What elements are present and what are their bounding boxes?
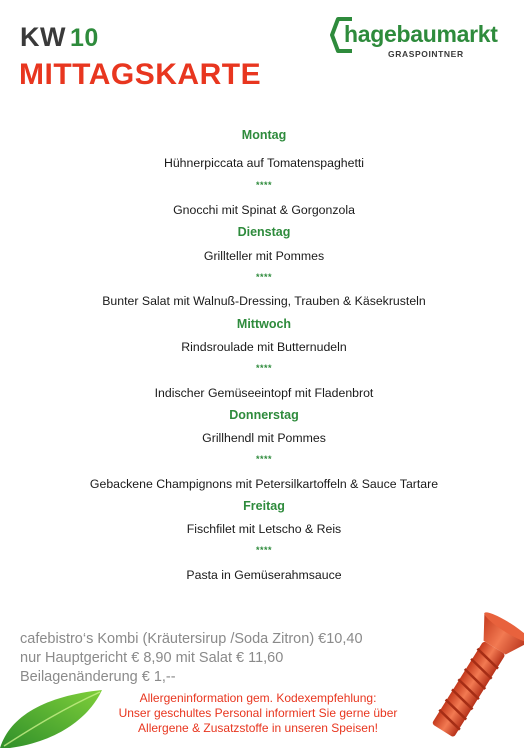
dish-wednesday-2: Indischer Gemüseeintopf mit Fladenbrot: [154, 386, 374, 400]
dish-tuesday-2: Bunter Salat mit Walnuß-Dressing, Trauben & Käsekrusteln: [102, 294, 426, 308]
allergy-notice: [108, 691, 408, 736]
hagebaumarkt-logo: [330, 15, 515, 65]
dish-monday-1: Hühnerpiccata auf Tomatenspaghetti: [163, 156, 365, 170]
allergy-line-2: Unser geschultes Personal informiert Sie gerne über: [118, 706, 398, 720]
allergy-line-3: Allergene & Zusatzstoffe in unseren Speisen!: [138, 721, 378, 735]
dish-wednesday-1: Rindsroulade mit Butternudeln: [181, 340, 347, 354]
pricing-line-kombi: cafebistro‘s Kombi (Kräutersirup /Soda Zitron) €10,40: [20, 631, 363, 647]
logo-wordmark-part1: hagebau: [344, 21, 437, 47]
dish-friday-1: Fischfilet mit Letscho & Reis: [186, 522, 342, 536]
separator-tuesday: ****: [255, 272, 272, 282]
pricing-info: [20, 630, 363, 687]
pricing-line-main: nur Hauptgericht € 8,90 mit Salat € 11,60: [20, 650, 284, 666]
logo-wordmark: [344, 21, 498, 48]
calendar-week: [20, 22, 99, 53]
dish-thursday-1: Grillhendl mit Pommes: [202, 431, 326, 445]
day-heading-monday: Montag: [241, 128, 287, 142]
day-heading-friday: Freitag: [243, 499, 285, 513]
allergy-line-1: Allergeninformation gem. Kodexempfehlung:: [139, 691, 377, 705]
pricing-line-side: Beilagenänderung € 1,--: [20, 669, 176, 685]
separator-friday: ****: [255, 545, 272, 555]
dish-tuesday-1: Grillteller mit Pommes: [203, 249, 325, 263]
dish-friday-2: Pasta in Gemüserahmsauce: [186, 568, 342, 582]
logo-subtitle: GRASPOINTNER: [388, 49, 464, 59]
dish-thursday-2: Gebackene Champignons mit Petersilkartoffeln & Sauce Tartare: [89, 477, 439, 491]
screw-icon: [426, 612, 524, 746]
page-title: MITTAGSKARTE: [19, 58, 262, 91]
day-heading-tuesday: Dienstag: [237, 225, 291, 239]
separator-monday: ****: [255, 180, 272, 190]
day-heading-wednesday: Mittwoch: [236, 317, 292, 331]
dish-monday-2: Gnocchi mit Spinat & Gorgonzola: [173, 203, 355, 217]
separator-thursday: ****: [255, 454, 272, 464]
leaf-icon: [0, 686, 110, 748]
day-heading-thursday: Donnerstag: [229, 408, 299, 422]
separator-wednesday: ****: [255, 363, 272, 373]
calendar-week-number: 10: [69, 24, 99, 52]
logo-wordmark-part2: markt: [436, 21, 498, 47]
calendar-week-label: KW: [20, 22, 66, 52]
